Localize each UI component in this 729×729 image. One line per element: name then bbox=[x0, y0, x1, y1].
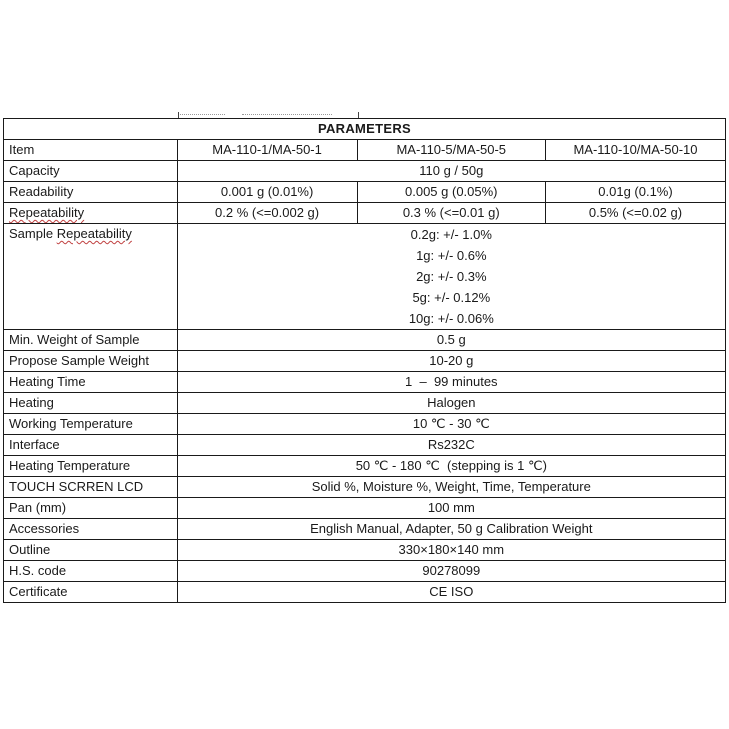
dotted-leader bbox=[180, 114, 225, 117]
row-value: 110 g / 50g bbox=[177, 161, 725, 182]
row-value: Halogen bbox=[177, 393, 725, 414]
table-title: PARAMETERS bbox=[4, 119, 726, 140]
row-value: CE ISO bbox=[177, 582, 725, 603]
table-row-outline bbox=[4, 540, 726, 561]
row-label: Interface bbox=[4, 435, 178, 456]
row-value: 0.005 g (0.05%) bbox=[357, 182, 545, 203]
row-value: Rs232C bbox=[177, 435, 725, 456]
spellcheck-word: Repeatability bbox=[9, 205, 85, 220]
parameters-table bbox=[3, 118, 726, 603]
row-value: 50 ℃ - 180 ℃ (stepping is 1 ℃) bbox=[177, 456, 725, 477]
spellcheck-word: Repeatability bbox=[56, 226, 132, 241]
row-label: Heating Time bbox=[4, 372, 178, 393]
table-row-heating-temperature bbox=[4, 456, 726, 477]
table-row-propose-weight bbox=[4, 351, 726, 372]
row-value: Solid %, Moisture %, Weight, Time, Temperature bbox=[177, 477, 725, 498]
row-value-list bbox=[177, 224, 725, 330]
label-text: Sample bbox=[9, 226, 54, 241]
row-label: H.S. code bbox=[4, 561, 178, 582]
row-value: 90278099 bbox=[177, 561, 725, 582]
row-label: Capacity bbox=[4, 161, 178, 182]
model-header: MA-110-10/MA-50-10 bbox=[545, 140, 725, 161]
table-row-working-temperature bbox=[4, 414, 726, 435]
row-value: 0.01g (0.1%) bbox=[545, 182, 725, 203]
row-value: 100 mm bbox=[177, 498, 725, 519]
sample-line: 5g: +/- 0.12% bbox=[412, 290, 491, 305]
table-row-repeatability bbox=[4, 203, 726, 224]
row-label: Accessories bbox=[4, 519, 178, 540]
row-label: Heating Temperature bbox=[4, 456, 178, 477]
row-label: Item bbox=[4, 140, 178, 161]
row-label bbox=[4, 203, 178, 224]
row-label: Outline bbox=[4, 540, 178, 561]
sample-line: 10g: +/- 0.06% bbox=[408, 311, 494, 326]
table-row-interface bbox=[4, 435, 726, 456]
row-label: TOUCH SCRREN LCD bbox=[4, 477, 178, 498]
row-label: Working Temperature bbox=[4, 414, 178, 435]
row-label bbox=[4, 224, 178, 330]
table-row-heating bbox=[4, 393, 726, 414]
sample-line: 0.2g: +/- 1.0% bbox=[410, 227, 492, 242]
table-row-readability bbox=[4, 182, 726, 203]
dotted-leader bbox=[242, 114, 332, 117]
row-value: 10 ℃ - 30 ℃ bbox=[177, 414, 725, 435]
model-header: MA-110-5/MA-50-5 bbox=[357, 140, 545, 161]
table-row-item bbox=[4, 140, 726, 161]
row-value: 1 – 99 minutes bbox=[177, 372, 725, 393]
table-row-hs-code bbox=[4, 561, 726, 582]
sample-line: 1g: +/- 0.6% bbox=[416, 248, 487, 263]
table-row-min-weight bbox=[4, 330, 726, 351]
row-label: Propose Sample Weight bbox=[4, 351, 178, 372]
table-row-accessories bbox=[4, 519, 726, 540]
row-value: 10-20 g bbox=[177, 351, 725, 372]
row-value: 0.001 g (0.01%) bbox=[177, 182, 357, 203]
row-value: 330×180×140 mm bbox=[177, 540, 725, 561]
row-value: 0.5 g bbox=[177, 330, 725, 351]
row-label: Readability bbox=[4, 182, 178, 203]
row-value: 0.3 % (<=0.01 g) bbox=[357, 203, 545, 224]
row-label: Certificate bbox=[4, 582, 178, 603]
table-row-sample-repeatability bbox=[4, 224, 726, 330]
row-value: 0.5% (<=0.02 g) bbox=[545, 203, 725, 224]
row-label: Pan (mm) bbox=[4, 498, 178, 519]
model-header: MA-110-1/MA-50-1 bbox=[177, 140, 357, 161]
table-row-certificate bbox=[4, 582, 726, 603]
table-row-pan bbox=[4, 498, 726, 519]
row-value: English Manual, Adapter, 50 g Calibration Weight bbox=[177, 519, 725, 540]
table-row-heating-time bbox=[4, 372, 726, 393]
row-label: Min. Weight of Sample bbox=[4, 330, 178, 351]
table-row-touch-screen bbox=[4, 477, 726, 498]
row-label: Heating bbox=[4, 393, 178, 414]
row-value: 0.2 % (<=0.002 g) bbox=[177, 203, 357, 224]
table-row-capacity bbox=[4, 161, 726, 182]
title-row bbox=[4, 119, 726, 140]
sample-line: 2g: +/- 0.3% bbox=[416, 269, 487, 284]
